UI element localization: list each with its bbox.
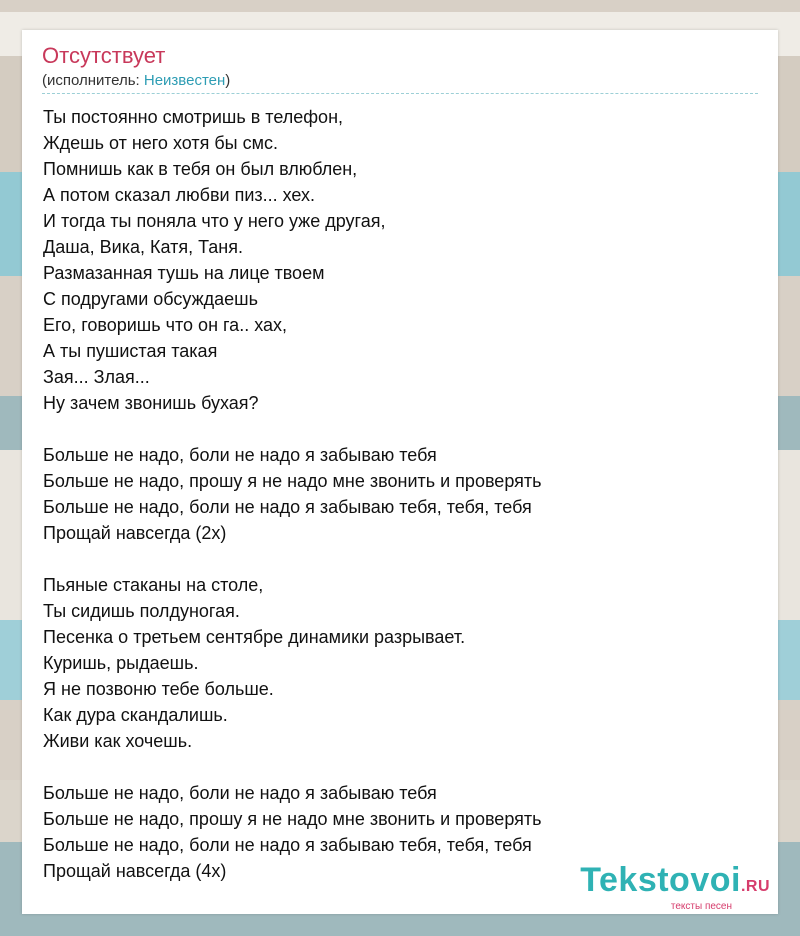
lyric-line: Размазанная тушь на лице твоем [43,263,325,283]
logo-tld: .RU [740,878,770,895]
lyric-line: С подругами обсуждаешь [43,289,258,309]
site-logo[interactable] [580,862,770,912]
lyric-line: Живи как хочешь. [43,731,193,751]
lyric-line [43,416,763,442]
lyric-line: Его, говоришь что он га.. хах, [43,315,288,335]
lyric-line: И тогда ты поняла что у него уже другая, [43,211,386,231]
lyrics-card [22,30,778,914]
lyric-line: Как дура скандалишь. [43,705,228,725]
lyric-line: Зая... Злая... [43,367,150,387]
lyric-line: Куришь, рыдаешь. [43,653,199,673]
lyric-line: Больше не надо, прошу я не надо мне звонить и проверять [43,471,542,491]
artist-suffix: ) [225,72,231,89]
lyric-line: Больше не надо, боли не надо я забываю тебя, тебя, тебя [43,835,532,855]
lyric-line: Помнишь как в тебя он был влюблен, [43,159,358,179]
lyric-line: Больше не надо, боли не надо я забываю тебя, тебя, тебя [43,497,532,517]
title-divider [42,93,758,94]
lyric-line [43,754,763,780]
logo-wordmark [580,862,770,905]
lyric-line: Я не позвоню тебе больше. [43,679,274,699]
lyric-line: Больше не надо, прошу я не надо мне звонить и проверять [43,809,542,829]
logo-tagline: тексты песен [670,901,732,912]
lyric-line: А потом сказал любви пиз... хех. [43,185,316,205]
lyric-line: Больше не надо, боли не надо я забываю тебя [43,445,437,465]
lyric-line: Прощай навсегда (2х) [43,523,227,543]
artist-line [42,72,230,89]
lyric-line: Песенка о третьем сентябре динамики разрывает. [43,627,466,647]
lyric-line: А ты пушистая такая [43,341,218,361]
lyric-line: Даша, Вика, Катя, Таня. [43,237,243,257]
lyric-line: Ждешь от него хотя бы смс. [43,133,278,153]
lyric-line: Ты постоянно смотришь в телефон, [43,107,344,127]
lyric-line [43,546,763,572]
lyric-line: Больше не надо, боли не надо я забываю тебя [43,783,437,803]
lyric-line: Ты сидишь полдуногая. [43,601,240,621]
artist-prefix: (исполнитель: [42,72,144,89]
lyric-line: Прощай навсегда (4х) [43,861,227,881]
logo-name: Tekstovoi [580,861,741,899]
lyric-line: Ну зачем звонишь бухая? [43,393,259,413]
lyric-line: Пьяные стаканы на столе, [43,575,264,595]
song-title: Отсутствует [42,43,166,68]
lyrics-text [43,104,763,884]
artist-link[interactable]: Неизвестен [143,72,226,89]
